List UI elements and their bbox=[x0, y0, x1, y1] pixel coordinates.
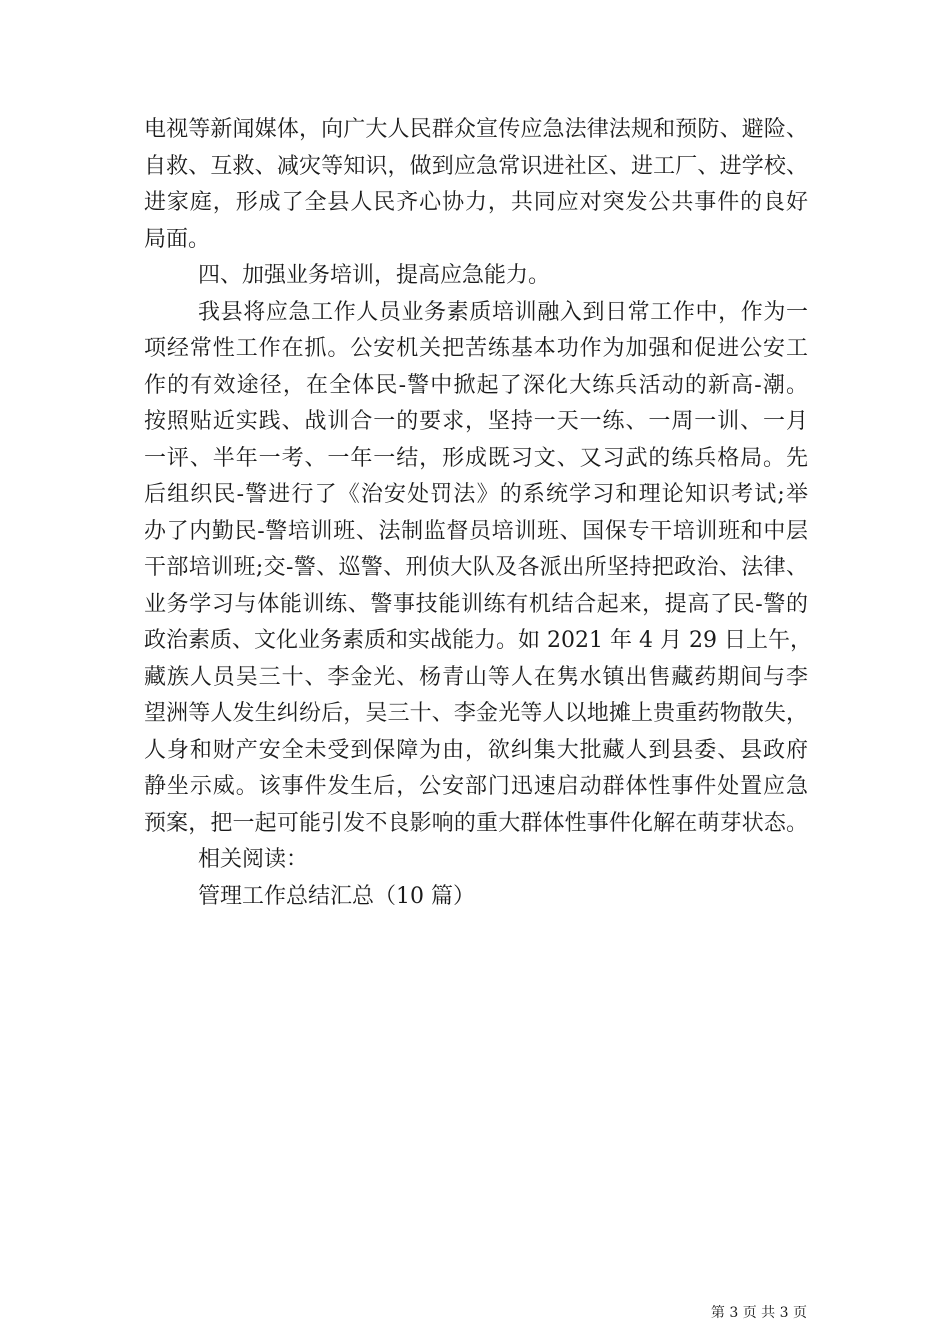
paragraph-line: 电视等新闻媒体，向广大人民群众宣传应急法律法规和预防、避险、 bbox=[144, 117, 808, 142]
paragraph-line: 作的有效途径，在全体民-警中掀起了深化大练兵活动的新高-潮。 bbox=[144, 372, 808, 398]
paragraph-line: 人身和财产安全未受到保障为由，欲纠集大批藏人到县委、县政府 bbox=[144, 737, 808, 763]
paragraph-line: 进家庭，形成了全县人民齐心协力，共同应对突发公共事件的良好 bbox=[144, 190, 808, 215]
paragraph-line: 望洲等人发生纠纷后，吴三十、李金光等人以地摊上贵重药物散失， bbox=[144, 701, 808, 726]
paragraph-line: 业务学习与体能训练、警事技能训练有机结合起来，提高了民-警的 bbox=[144, 591, 808, 617]
paragraph-line: 后组织民-警进行了《治安处罚法》的系统学习和理论知识考试;举 bbox=[144, 482, 808, 507]
related-reading-label: 相关阅读： bbox=[198, 847, 309, 872]
paragraph-line: 藏族人员吴三十、李金光、杨青山等人在隽水镇出售藏药期间与李 bbox=[144, 664, 808, 690]
related-article-link[interactable]: 管理工作总结汇总（10 篇） bbox=[198, 883, 475, 909]
paragraph-line: 干部培训班;交-警、巡警、刑侦大队及各派出所坚持把政治、法律、 bbox=[144, 555, 808, 580]
paragraph-line: 政治素质、文化业务素质和实战能力。如 2021 年 4 月 29 日上午， bbox=[144, 628, 812, 653]
paragraph-line: 局面。 bbox=[144, 226, 211, 252]
page-number: 第 3 页 共 3 页 bbox=[710, 1305, 807, 1321]
paragraph-line: 项经常性工作在抓。公安机关把苦练基本功作为加强和促进公安工 bbox=[144, 336, 808, 361]
paragraph-line: 我县将应急工作人员业务素质培训融入到日常工作中，作为一 bbox=[198, 299, 808, 325]
section-heading: 四、加强业务培训，提高应急能力。 bbox=[198, 263, 551, 288]
paragraph-line: 自救、互救、减灾等知识，做到应急常识进社区、进工厂、进学校、 bbox=[144, 153, 808, 179]
document-body bbox=[144, 112, 812, 915]
paragraph-line: 按照贴近实践、战训合一的要求，坚持一天一练、一周一训、一月 bbox=[144, 409, 808, 434]
paragraph-line: 静坐示威。该事件发生后，公安部门迅速启动群体性事件处置应急 bbox=[144, 774, 808, 799]
paragraph-line: 一评、半年一考、一年一结，形成既习文、又习武的练兵格局。先 bbox=[144, 445, 808, 471]
paragraph-line: 办了内勤民-警培训班、法制监督员培训班、国保专干培训班和中层 bbox=[144, 518, 808, 544]
paragraph-line: 预案，把一起可能引发不良影响的重大群体性事件化解在萌芽状态。 bbox=[144, 810, 808, 836]
